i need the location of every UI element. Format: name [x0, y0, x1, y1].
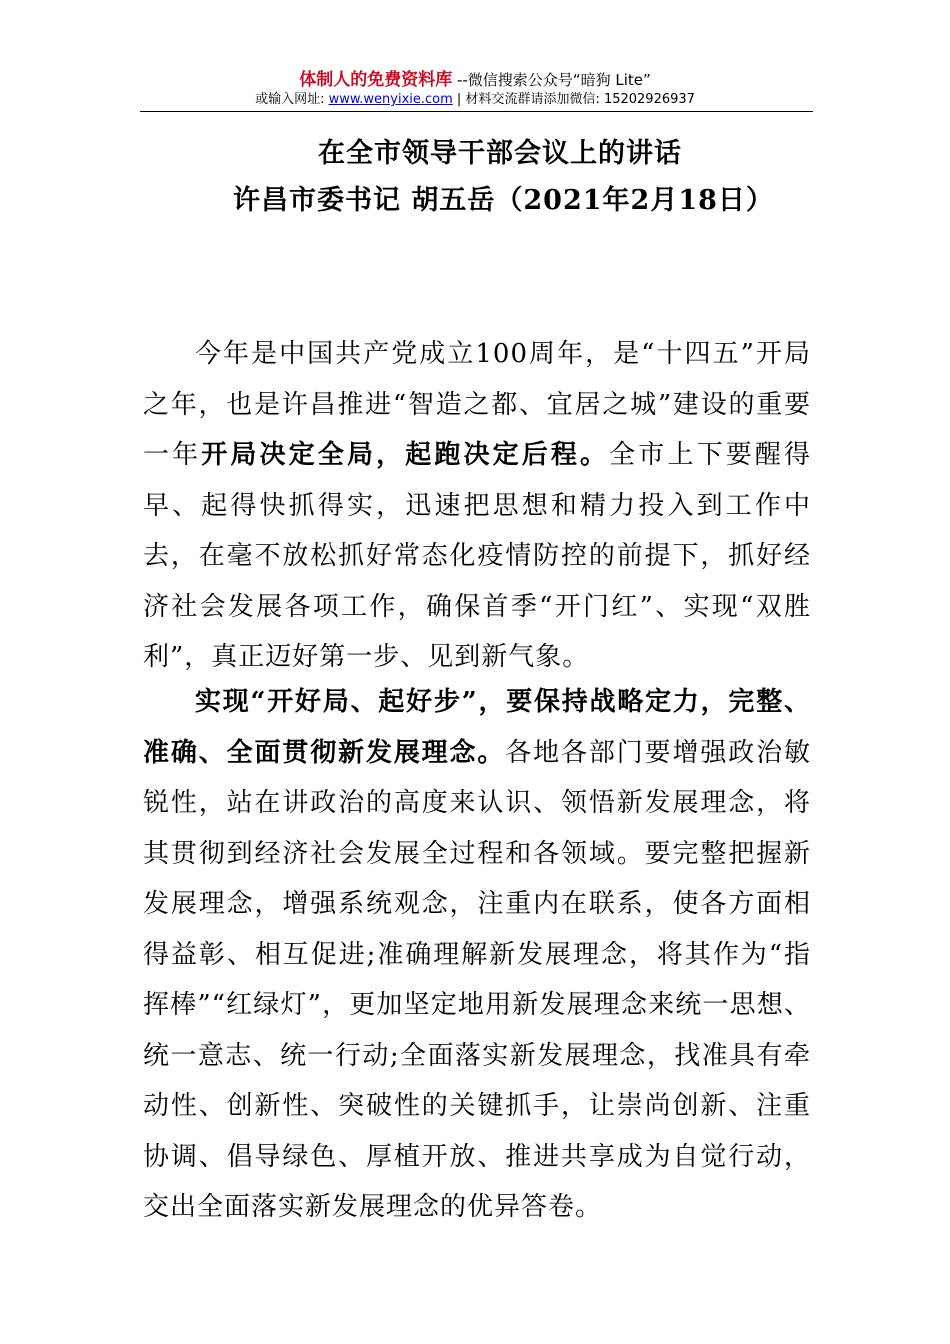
document-title: 在全市领导干部会议上的讲话 — [318, 138, 682, 169]
website-prefix: 或输入网址: — [255, 92, 329, 107]
paragraph-2-emphasis: 实现“开好局、起好步”，要保持战略定力，完整、准确、全面贯彻新发展理念。 — [143, 687, 811, 768]
paragraph-1 — [143, 329, 811, 683]
brand-name: 体制人的免费资料库 — [299, 70, 453, 90]
paragraph-1-emphasis: 开局决定全局，起跑决定后程。 — [201, 440, 610, 470]
paragraph-2 — [143, 677, 811, 1233]
paragraph-1-body: 全市上下要醒得早、起得快抓得实，迅速把思想和精力投入到工作中去，在毫不放松抓好常态化疫情防控的前提下，抓好经济社会发展各项工作，确保首季“开门红”、实现“双胜利”，真正迈好第一步、见到新气象。 — [143, 440, 811, 672]
website-link[interactable]: www.wenyixie.com — [328, 92, 453, 107]
paragraph-1-lead: 今年是中国共产党成立100周年，是“十四五”开局之年，也是许昌推进“智造之都、宜居之城”建设的重要一年 — [143, 339, 811, 470]
paragraph-2-body: 各地各部门要增强政治敏锐性，站在讲政治的高度来认识、领悟新发展理念，将其贯彻到经济社会发展全过程和各领域。要完整把握新发展理念，增强系统观念，注重内在联系，使各方面相得益彰、相互促进;准确理解新发展理念，将其作为“指挥棒”“红绿灯”，更加坚定地用新发展理念来统一思想、统一意志、统一行动;全面落实新发展理念，找准具有牵动性、创新性、突破性的关键抓手，让崇尚创新、注重协调、倡导绿色、厚植开放、推进共享成为自觉行动，交出全面落实新发展理念的优异答卷。 — [143, 737, 811, 1222]
header-divider — [140, 111, 813, 112]
header-tagline: --微信搜索公众号“暗狗 Lite” — [452, 71, 651, 89]
contact-info: | 材料交流群请添加微信: 15202926937 — [452, 92, 695, 107]
document-subtitle: 许昌市委书记 胡五岳（2021年2月18日） — [233, 185, 774, 216]
header-contact — [0, 91, 950, 109]
header-banner — [0, 70, 950, 90]
